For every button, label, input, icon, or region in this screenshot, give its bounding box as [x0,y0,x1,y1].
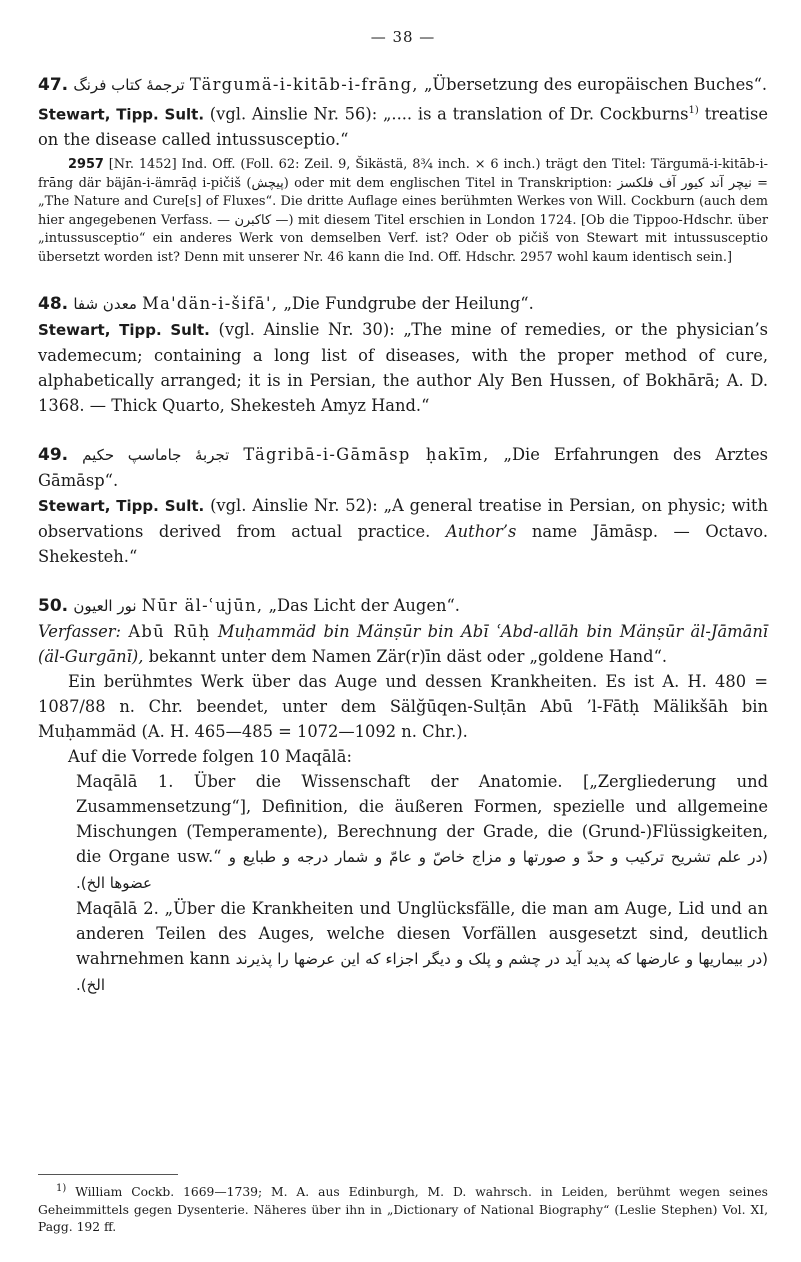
german-title: „Übersetzung des europäischen Buches“. [423,75,768,94]
source-note [38,493,768,569]
entry-48 [38,291,768,418]
source-label: Stewart, Tipp. Sult. [38,321,210,340]
arabic-title: معدن شفا [73,295,137,314]
document-page [38,28,768,1008]
source-text-continued: name Jāmāsp. — Octavo. Shekesteh.“ [38,522,768,567]
catalogue-note [38,156,768,267]
arabic-title: نور العیون [73,597,137,616]
maqala-text: Maqālā 2. „Über die Krankheiten und Unglücksfälle, die man am Auge, Lid und an anderen Teilen des Auges, welche diesen Vorfällen ausgesetzt sind, deutlich wahrnehmen kann [76,899,768,969]
transliterated-title: Tägribā-i-Gāmāsp ḥakīm, [243,445,490,465]
footnote [38,1180,768,1237]
maqala-text: Maqālā 1. Über die Wissenschaft der Anatomie. [„Zergliederung und Zusammensetzung“], Definition, die äußeren Formen, spezielle und allgemeine Mischungen (Temperamente), Berechnung der Grade, die (Grund-)Flüssigkeiten, die Organe usw.“ [76,772,768,867]
footnote-marker: 1) [56,1183,67,1194]
vorrede-line: Auf die Vorrede folgen 10 Maqālā: [68,747,352,767]
entry-heading [38,442,768,493]
entry-50 [38,593,768,998]
maqala-arabic: (در علم تشریح ترکیب و حدّ و صورتها و مزاج خاصّ و عامّ و شمار درجه و طبایع و عضوها الخ). [76,848,768,893]
transliterated-title: Ma'dän-i-šifā', [142,294,279,314]
entry-heading [38,593,768,619]
entry-number: 50. [38,596,69,617]
entry-heading [38,72,768,98]
entry-number: 47. [38,75,69,95]
source-text: (vgl. Ainslie Nr. 52): „A general treatise in Persian, on physic; with observations derived from actual practice. [38,496,768,542]
verfasser-name: Abū Rūḥ [128,622,211,642]
footnote-area [38,1180,768,1249]
description-paragraph: Ein berühmtes Werk über das Auge und dessen Krankheiten. Es ist A. H. 480 = 1087/88 n. Chr. beendet, unter dem Sälğūqen-Sulṭān Abū ’l-Fātḥ Mälikšāh bin Muḥammäd (A. H. 465—485 = 1072—1092 n. Chr.). [38,672,768,742]
german-title: „Die Erfahrungen des Arztes Gāmāsp“. [38,445,768,491]
author-note: Author’s [445,522,517,542]
arabic-title: تجربهٔ جاماسپ حکیم [82,446,230,465]
source-label: Stewart, Tipp. Sult. [38,105,205,124]
page-number: — 38 — [370,28,436,46]
verfasser-full-name: Muḥammäd bin Mänṣūr bin Abī ʿAbd-allāh bin Mänṣūr äl-Jāmānī (äl-Gurgānī), [38,622,769,667]
maqala-item [76,896,768,998]
author-note [38,619,768,669]
german-title: „Die Fundgrube der Heilung“. [283,294,534,314]
verfasser-rest: bekannt unter dem Namen Zär(r)īn däst oder „goldene Hand“. [148,647,668,667]
transliterated-title: Tärgumä-i-kitāb-i-frāng, [189,75,419,94]
maqala-arabic: (در بیماریها و عارضها که پدید آید در چشم و پلک و دیگر اجزاء که این عرضها را پذیرند الخ). [76,950,768,995]
entry-49 [38,442,768,569]
source-text: (vgl. Ainslie Nr. 30): „The mine of remedies, or the physician’s vademecum; containing a long list of diseases, with the proper method of cure, alphabetically arranged; it is in Persian, the author Aly Ben Hussen, of Bokhārā; A. D. 1368. — Thick Quarto, Shekesteh Amyz Hand.“ [38,320,768,416]
verfasser-label: Verfasser: [38,622,122,642]
source-note [38,98,768,152]
source-note [38,317,768,418]
source-text-continued: treatise on the disease called intussusceptio.“ [38,104,768,150]
source-label: Stewart, Tipp. Sult. [38,497,205,516]
german-title: „Das Licht der Augen“. [268,596,460,616]
source-text: (vgl. Ainslie Nr. 56): „.... is a translation of Dr. Cockburns [209,104,689,124]
entry-number: 49. [38,445,69,466]
entry-number: 48. [38,294,69,315]
entry-47 [38,72,768,267]
transliterated-title: Nūr äl-ʿujūn, [141,596,264,616]
catalogue-number: 2957 [68,157,104,173]
footnote-ref: 1) [688,105,699,116]
footnote-divider [38,1174,178,1175]
maqala-list [76,769,768,998]
footnote-text: William Cockb. 1669—1739; M. A. aus Edinburgh, M. D. wahrsch. in Leiden, berühmt wegen seines Geheimmittels gegen Dysenterie. Näheres über ihn in „Dictionary of National Biography“ (Leslie Stephen) Vol. XI, Pagg. 192 ff. [38,1185,768,1235]
maqala-item [76,769,768,896]
entry-heading [38,291,768,317]
arabic-title: ترجمهٔ کتاب فرنگ [73,76,185,94]
catalogue-text: [Nr. 1452] Ind. Off. (Foll. 62: Zeil. 9, Šikästä, 8¾ inch. × 6 inch.) trägt den Titel: Tärgumä-i-kitāb-i-frāng där bäjān-i-ämrāḍ i-pičiš (پیچش) oder mit dem englischen Titel in Transkription: نیچر آند کیور آف فلکسز = „The Nature and Cure[s] of Fluxes“. Die dritte Auflage eines berühmten Werkes von Will. Cockburn (auch dem hier angegebenen Verfass. — کاکبرن —) mit diesem Titel erschien in London 1724. [Ob die Tippoo-Hdschr. über „intussusceptio“ ein anderes Werk von demselben Verf. ist? Oder ob pičiš von Stewart mit intussusceptio übersetzt worden ist? Denn mit unserer Nr. 46 kann die Ind. Off. Hdschr. 2957 wohl kaum identisch sein.] [38,157,768,265]
